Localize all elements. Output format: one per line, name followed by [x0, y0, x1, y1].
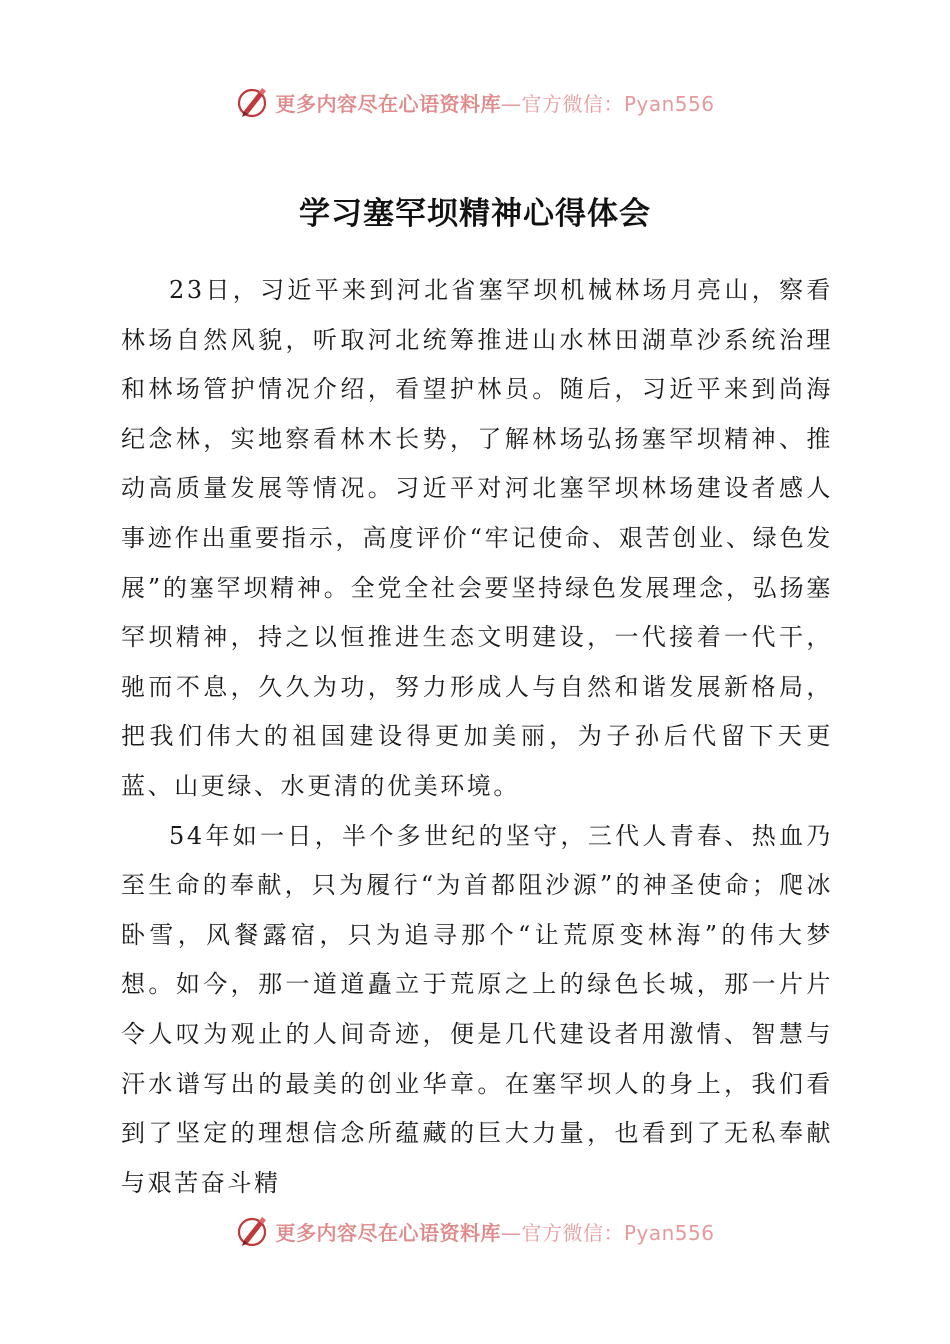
pen-logo-icon [235, 1213, 271, 1249]
banner-text [275, 88, 714, 117]
banner-text [275, 1217, 714, 1246]
banner-wechat: —官方微信：Pyan556 [500, 1220, 715, 1245]
banner-wechat: —官方微信：Pyan556 [500, 91, 715, 116]
banner-site-name: 更多内容尽在心语资料库 [275, 91, 501, 116]
header-banner [0, 82, 950, 122]
banner-site-name: 更多内容尽在心语资料库 [275, 1220, 501, 1245]
document-title: 学习塞罕坝精神心得体会 [299, 196, 651, 232]
document-body [121, 266, 833, 1208]
paragraph: 23日，习近平来到河北省塞罕坝机械林场月亮山，察看林场自然风貌，听取河北统筹推进山水林田湖草沙系统治理和林场管护情况介绍，看望护林员。随后，习近平来到尚海纪念林，实地察看林木长势，了解林场弘扬塞罕坝精神、推动高质量发展等情况。习近平对河北塞罕坝林场建设者感人事迹作出重要指示，高度评价“牢记使命、艰苦创业、绿色发展”的塞罕坝精神。全党全社会要坚持绿色发展理念，弘扬塞罕坝精神，持之以恒推进生态文明建设，一代接着一代干，驰而不息，久久为功，努力形成人与自然和谐发展新格局，把我们伟大的祖国建设得更加美丽，为子孙后代留下天更蓝、山更绿、水更清的优美环境。 [121, 276, 833, 800]
paragraph: 54年如一日，半个多世纪的坚守，三代人青春、热血乃至生命的奉献，只为履行“为首都阻沙源”的神圣使命；爬冰卧雪，风餐露宿，只为追寻那个“让荒原变林海”的伟大梦想。如今，那一道道矗立于荒原之上的绿色长城，那一片片令人叹为观止的人间奇迹，便是几代建设者用激情、智慧与汗水谱写出的最美的创业华章。在塞罕坝人的身上，我们看到了坚定的理想信念所蕴藏的巨大力量，也看到了无私奉献与艰苦奋斗精 [121, 821, 833, 1197]
footer-banner [0, 1211, 950, 1251]
pen-logo-icon [235, 84, 271, 120]
